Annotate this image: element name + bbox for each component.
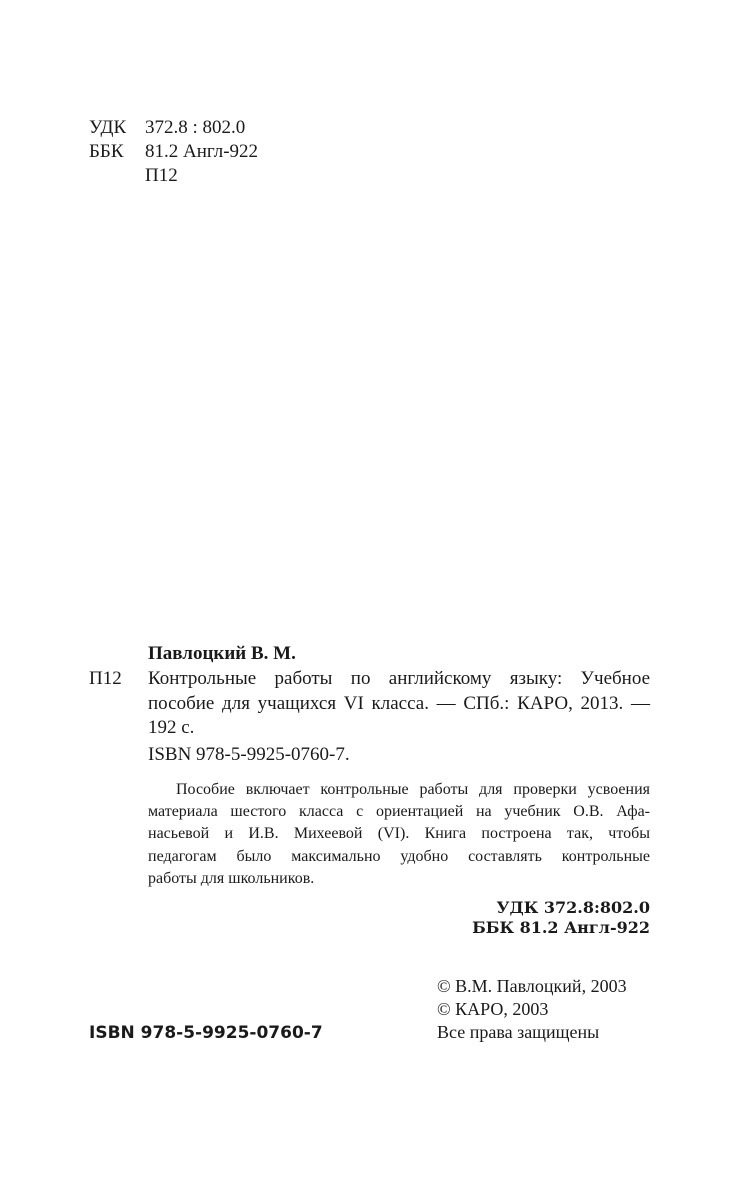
- card-bbk: ББК 81.2 Англ-922: [472, 918, 650, 937]
- bbk-value: 81.2 Англ-922: [145, 141, 259, 162]
- card-udk: УДК 372.8:802.0: [496, 898, 650, 917]
- abstract-line: педагогам было максимально удобно составлять контрольные: [148, 847, 650, 865]
- rights-reserved: Все права защищены: [437, 1022, 600, 1042]
- description-line: 192 с.: [148, 717, 195, 738]
- udk-value: 372.8 : 802.0: [145, 117, 246, 138]
- card-author-mark: П12: [89, 668, 122, 689]
- abstract-line: работы для школьников.: [148, 869, 315, 887]
- isbn-bottom: ISBN 978-5-9925-0760-7: [89, 1023, 323, 1043]
- abstract-line: насьевой и И.В. Михеевой (VI). Книга построена так, чтобы: [148, 825, 650, 843]
- card-author: Павлоцкий В. М.: [148, 643, 296, 664]
- abstract-line: Пособие включает контрольные работы для проверки усвоения: [176, 781, 650, 798]
- author-copyright: © В.М. Павлоцкий, 2003: [437, 976, 627, 996]
- bbk-label: ББК: [89, 141, 124, 162]
- udk-label: УДК: [89, 117, 127, 138]
- card-abstract: [148, 779, 650, 890]
- abstract-line: материала шестого класса с ориентацией на учебник О.В. Афа-: [148, 803, 650, 821]
- description-line: Контрольные работы по английскому языку: Учебное: [148, 668, 650, 689]
- card-description: [148, 667, 650, 741]
- card-isbn: ISBN 978-5-9925-0760-7.: [148, 744, 350, 765]
- publisher-copyright: © КАРО, 2003: [437, 999, 549, 1019]
- description-line: пособие для учащихся VI класса. — СПб.: КАРО, 2013. —: [148, 692, 650, 714]
- author-mark-top: П12: [145, 165, 178, 186]
